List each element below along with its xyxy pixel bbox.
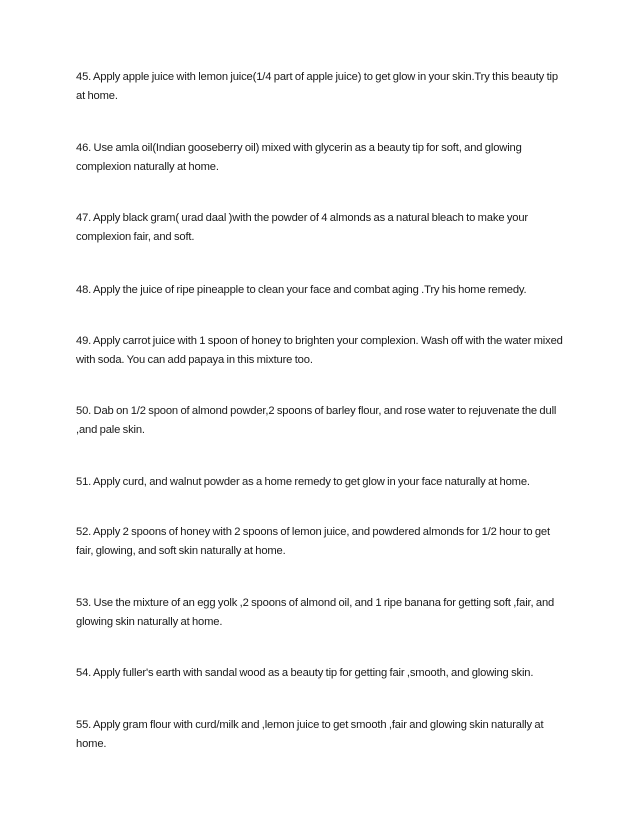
- tip-51: 51. Apply curd, and walnut powder as a home remedy to get glow in your face naturally at home.: [76, 476, 530, 488]
- tip-50: 50. Dab on 1/2 spoon of almond powder,2 spoons of barley flour, and rose water to rejuvenate the dull ,and pale skin.: [76, 405, 557, 436]
- tip-48: 48. Apply the juice of ripe pineapple to clean your face and combat aging .Try his home remedy.: [76, 284, 527, 296]
- tip-53: 53. Use the mixture of an egg yolk ,2 spoons of almond oil, and 1 ripe banana for getting soft ,fair, and glowing skin naturally at home.: [76, 597, 555, 628]
- tip-46: 46. Use amla oil(Indian gooseberry oil) mixed with glycerin as a beauty tip for soft, and glowing complexion naturally at home.: [76, 142, 522, 173]
- tip-54: 54. Apply fuller's earth with sandal wood as a beauty tip for getting fair ,smooth, and glowing skin.: [76, 667, 534, 679]
- tip-45: 45. Apply apple juice with lemon juice(1/4 part of apple juice) to get glow in your skin.Try this beauty tip at home.: [76, 71, 558, 102]
- tip-47: 47. Apply black gram( urad daal )with the powder of 4 almonds as a natural bleach to make your complexion fair, and soft.: [76, 212, 529, 243]
- tip-49: 49. Apply carrot juice with 1 spoon of honey to brighten your complexion. Wash off with the water mixed with soda. You can add papaya in this mixture too.: [76, 335, 563, 366]
- tip-52: 52. Apply 2 spoons of honey with 2 spoons of lemon juice, and powdered almonds for 1/2 hour to get fair, glowing, and soft skin naturally at home.: [76, 526, 550, 557]
- tip-55: 55. Apply gram flour with curd/milk and ,lemon juice to get smooth ,fair and glowing skin naturally at home.: [76, 719, 544, 750]
